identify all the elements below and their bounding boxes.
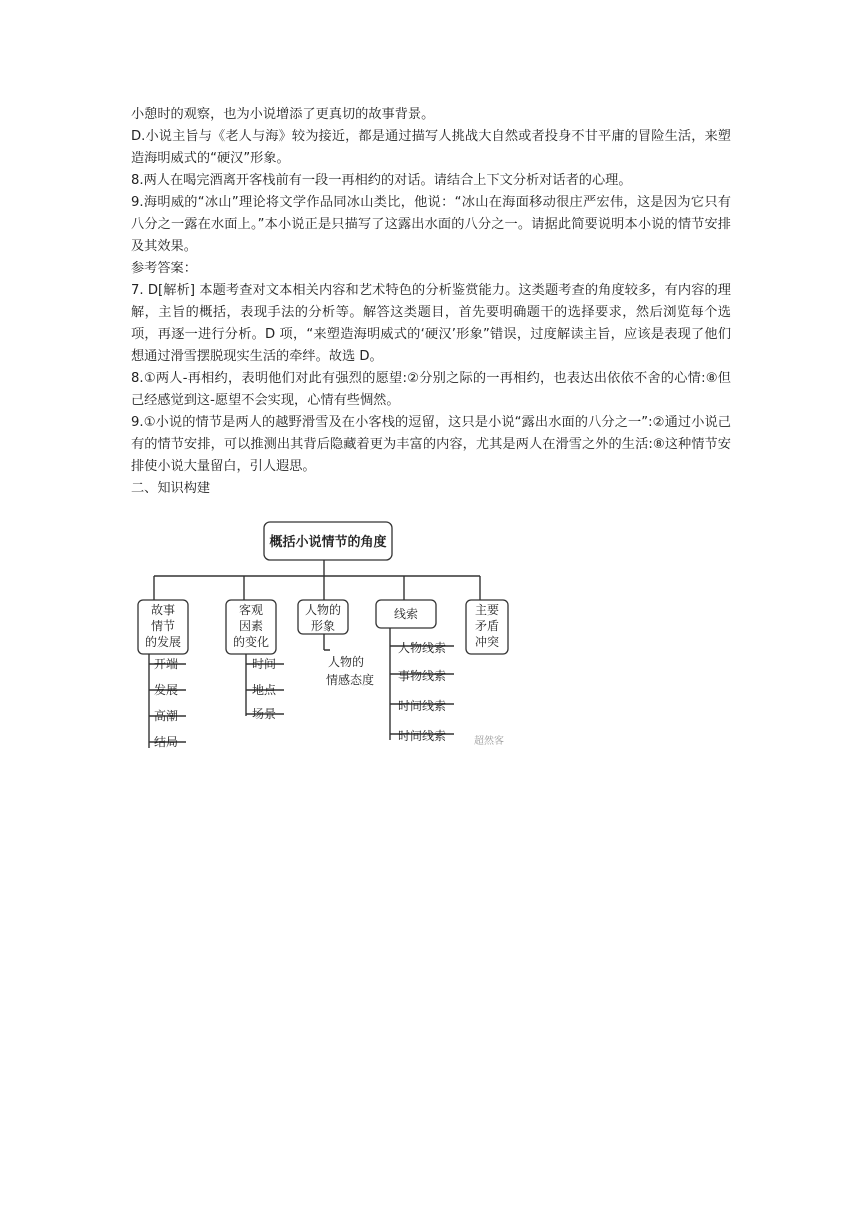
svg-text:人物的: 人物的 bbox=[328, 655, 365, 669]
option-d: D.小说主旨与《老人与海》较为接近，都是通过描写人挑战大自然或者投身不甘平庸的冒险生活，来塑造海明威式的“硬汉”形象。 bbox=[131, 129, 731, 166]
leaf-list-factors bbox=[252, 656, 277, 721]
branch-character-image bbox=[298, 600, 348, 634]
document-body bbox=[131, 104, 731, 500]
svg-text:形象: 形象 bbox=[310, 619, 336, 633]
question-8: 8.两人在喝完酒离开客栈前有一段一再相约的对话。请结合上下文分析对话者的心理。 bbox=[131, 173, 632, 188]
svg-text:的发展: 的发展 bbox=[144, 635, 182, 649]
svg-text:因素: 因素 bbox=[238, 619, 264, 633]
svg-text:情节: 情节 bbox=[150, 619, 176, 633]
branch-story-development bbox=[138, 600, 188, 654]
svg-text:冲突: 冲突 bbox=[474, 635, 500, 649]
answer-7: 7. D[解析] 本题考查对文本相关内容和艺术特色的分析鉴赏能力。这类题考查的角度较多，有内容的理解，主旨的概括，表现手法的分析等。解答这类题目，首先要明确题干的选择要求，然后浏览每个选项，再逐一进行分析。D 项，“来塑造海明威式的‘硬汉’形象”错误，过度解读主旨，应该是表现了他们想通过滑雪摆脱现实生活的牵绊。故选 D。 bbox=[131, 283, 731, 364]
branch-objective-factors bbox=[226, 600, 276, 654]
svg-text:的变化: 的变化 bbox=[232, 635, 270, 649]
question-9: 9.海明威的“冰山”理论将文学作品同冰山类比，他说：“冰山在海面移动很庄严宏伟，这是因为它只有八分之一露在水面上。”本小说正是只描写了这露出水面的八分之一。请据此简要说明本小说的情节安排及其效果。 bbox=[131, 195, 731, 254]
svg-text:时间: 时间 bbox=[252, 657, 277, 671]
svg-text:概括小说情节的角度: 概括小说情节的角度 bbox=[269, 535, 387, 550]
svg-text:客观: 客观 bbox=[238, 603, 264, 617]
svg-text:发展: 发展 bbox=[154, 683, 179, 697]
svg-text:情感态度: 情感态度 bbox=[326, 673, 375, 687]
svg-text:主要: 主要 bbox=[474, 603, 500, 617]
svg-text:结局: 结局 bbox=[154, 735, 179, 749]
branch-main-conflict bbox=[466, 600, 508, 654]
watermark: 超然客 bbox=[474, 736, 504, 747]
svg-text:地点: 地点 bbox=[252, 683, 277, 697]
answer-9: 9.①小说的情节是两人的越野滑雪及在小客栈的逗留，这只是小说“露出水面的八分之一”:②通过小说己有的情节安排，可以推测出其背后隐藏着更为丰富的内容，尤其是两人在滑雪之外的生活:⑧这种情节安排使小说大量留白，引人遐思。 bbox=[131, 415, 731, 474]
svg-text:线索: 线索 bbox=[393, 607, 419, 621]
knowledge-tree-diagram bbox=[136, 518, 516, 754]
paragraph: 小憩时的观察，也为小说增添了更真切的故事背景。 bbox=[131, 107, 435, 122]
svg-text:开端: 开端 bbox=[154, 657, 179, 671]
svg-text:时间线索: 时间线索 bbox=[398, 729, 447, 743]
svg-text:故事: 故事 bbox=[150, 603, 176, 617]
leaf-list-clues bbox=[398, 640, 446, 743]
leaf-list-story bbox=[154, 656, 178, 749]
svg-text:场景: 场景 bbox=[252, 707, 277, 721]
root-node bbox=[264, 522, 392, 560]
branch-clues bbox=[376, 600, 436, 628]
leaf-list-character bbox=[326, 654, 374, 687]
section-heading: 二、知识构建 bbox=[131, 481, 211, 496]
svg-text:事物线索: 事物线索 bbox=[398, 669, 447, 683]
svg-text:矛盾: 矛盾 bbox=[474, 619, 500, 633]
answers-heading: 参考答案： bbox=[131, 261, 197, 276]
svg-text:人物线索: 人物线索 bbox=[398, 641, 447, 655]
svg-text:人物的: 人物的 bbox=[304, 603, 342, 617]
svg-text:高潮: 高潮 bbox=[154, 709, 179, 723]
answer-8: 8.①两人-再相约，表明他们对此有强烈的愿望:②分别之际的一再相约，也表达出依依不舍的心情:⑧但己经感觉到这-愿望不会实现，心情有些惆然。 bbox=[131, 371, 731, 408]
svg-text:时间线索: 时间线索 bbox=[398, 699, 447, 713]
